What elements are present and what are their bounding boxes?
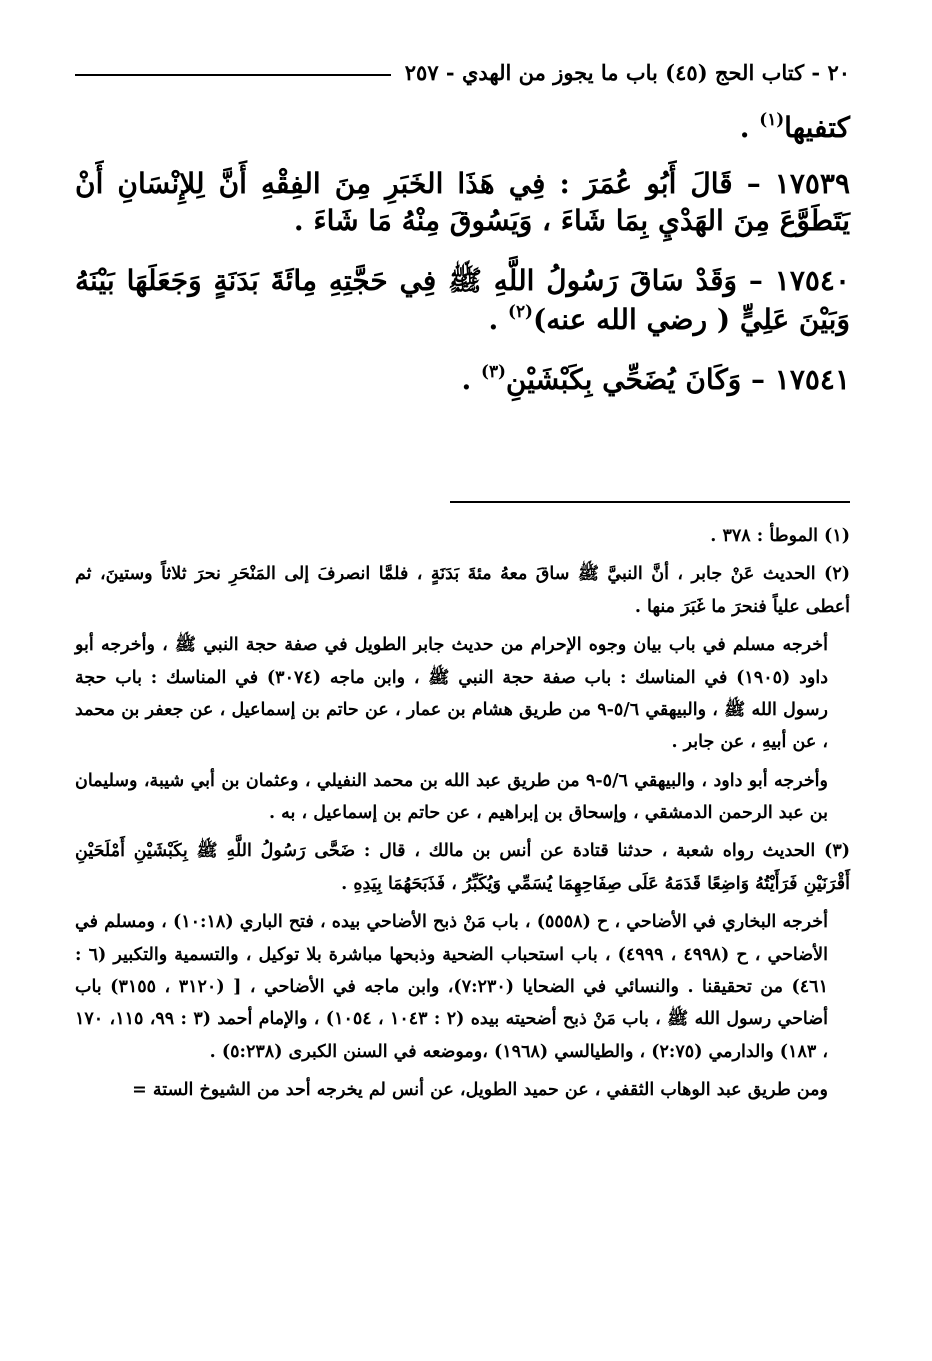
footnote-3: (٣) الحديث رواه شعبة ، حدثنا قتادة عن أنس بن مالك ، قال : ضَحَّى رَسُولُ اللَّهِ ﷺ بِكَبْشَيْنِ أَمْلَحَيْنِ أَقْرَنَيْنِ فَرَأَيْتُهُ وَاضِعًا قَدَمَهُ عَلَى صِفَاحِهِمَا يُسَمِّي وَيُكَبِّرُ ، فَذَبَحَهُمَا بِيَدِهِ . <box>75 841 850 894</box>
footnote-ref-3: (٣) <box>481 361 506 382</box>
opening-word: كتفيها <box>784 110 850 144</box>
paragraph-17539: ١٧٥٣٩ – قَالَ أَبُو عُمَرَ : فِي هَذَا الخَبَرِ مِنَ الفِقْهِ أَنَّ لِلإِنْسَانِ أَنْ يَتَطَوَّعَ مِنَ الهَدْيِ بِمَا شَاءَ ، وَيَسُوقَ مِنْهُ مَا شَاءَ . <box>75 166 850 238</box>
paragraph-17541 <box>75 360 850 399</box>
footnotes <box>75 520 850 1112</box>
paragraph-17540-end: . <box>488 302 509 336</box>
footnote-3-sources: أخرجه البخاري في الأضاحي ، ح (٥٥٥٨) ، باب مَنْ ذبح الأضاحي بيده ، فتح الباري (١٠:١٨) ، ومسلم في الأضاحي ، ح (٤٩٩٨ ، ٤٩٩٩) ، باب استحباب الضحية وذبحها مباشرة بلا توكيل ، والتسمية والتكبير (٦ : ٤٦١) من تحقيقنا . والنسائي في الضحايا (٧:٢٣٠)، وابن ماجه في الأضاحي ، [ (٣١٢٠ ، ٣١٥٥) باب أضاحي رسول الله ﷺ ، باب مَنْ ذبح أضحيته بيده (٢ : ١٠٤٣ ، ١٠٥٤) ، والإمام أحمد (٣ : ٩٩، ١١٥، ١٧٠ ، ١٨٣) والدارمي (٢:٧٥) ، والطيالسي (١٩٦٨) ،وموضعه في السنن الكبرى (٥:٢٣٨) . <box>75 912 828 1062</box>
footnote-divider <box>450 501 850 503</box>
main-text <box>75 108 850 421</box>
paragraph-17540 <box>75 262 850 338</box>
paragraph-17541-end: . <box>461 363 481 397</box>
footnote-2-sources-alt: وأخرجه أبو داود ، والبيهقي ٥/٦-٩ من طريق عبد الله بن محمد النفيلي ، وعثمان بن أبي شيبة، وسليمان بن عبد الرحمن الدمشقي ، وإسحاق بن إبراهيم ، عن حاتم بن إسماعيل ، به . <box>75 770 828 823</box>
page-header <box>75 52 850 92</box>
footnote-ref-2: (٢) <box>508 300 533 321</box>
header-rule <box>75 74 391 76</box>
footnote-2: (٢) الحديث عَنْ جابر ، أنَّ النبيَّ ﷺ ساقَ معهُ مئةَ بَدَنَةٍ ، فلمَّا انصرفَ إلى المَنْحَرِ نحرَ ثلاثاً وستينَ، ثم أعطى علياً فنحرَ ما غَبَرَ منها . <box>75 564 850 617</box>
opening-line <box>75 108 850 147</box>
footnote-2-sources: أخرجه مسلم في باب بيان وجوه الإحرام من حديث جابر الطويل في صفة حجة النبي ﷺ ، وأخرجه أبو داود (١٩٠٥) في المناسك : باب صفة حجة النبي ﷺ ، وابن ماجه (٣٠٧٤) في المناسك : باب حجة رسول الله ﷺ ، والبيهقي ٥/٦-٩ من طريق هشام بن عمار ، عن حاتم بن إسماعيل ، عن جعفر بن محمد ، عن أبيهِ ، عن جابر . <box>75 635 828 753</box>
footnote-3-continuation: ومن طريق عبد الوهاب الثقفي ، عن حميد الطويل، عن أنس لم يخرجه أحد من الشيوخ الستة = <box>132 1080 828 1100</box>
running-title: ٢٠ - كتاب الحج (٤٥) باب ما يجوز من الهدي - ٢٥٧ <box>404 59 850 85</box>
paragraph-17541-text: ١٧٥٤١ – وَكَانَ يُضَحِّي بِكَبْشَيْنِ <box>505 363 850 397</box>
footnote-1: (١) الموطأ : ٣٧٨ . <box>710 526 850 546</box>
footnote-ref-1: (١) <box>759 109 785 129</box>
opening-end: . <box>739 110 760 144</box>
paragraph-17540-text: ١٧٥٤٠ – وَقَدْ سَاقَ رَسُولُ اللَّهِ ﷺ فِي حَجَّتِهِ مِائَةَ بَدَنَةٍ وَجَعَلَهَا بَيْنَهُ وَبَيْنَ عَلِيٍّ ( رضي الله عنه) <box>75 264 850 336</box>
